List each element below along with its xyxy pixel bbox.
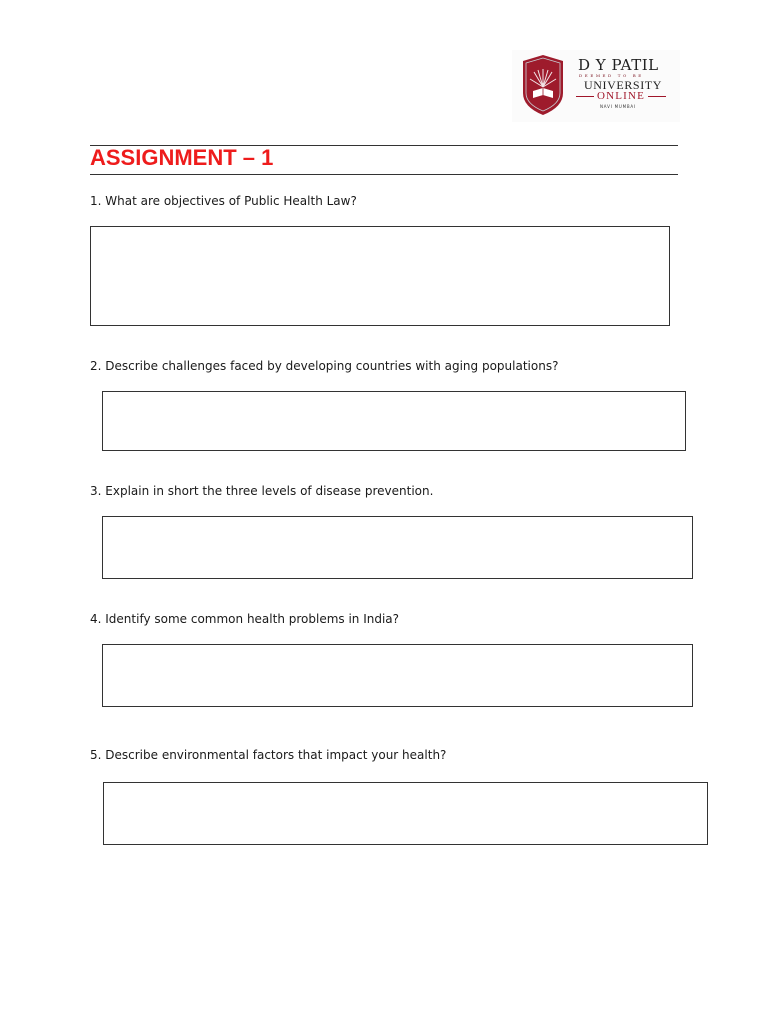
answer-box-2[interactable] bbox=[102, 391, 686, 451]
logo-online: ONLINE bbox=[596, 90, 646, 102]
crest-icon bbox=[521, 53, 565, 117]
logo-rule-right bbox=[648, 96, 666, 97]
logo-online-row bbox=[576, 90, 666, 102]
logo-deemed-text: DEEMED TO BE bbox=[579, 73, 644, 78]
answer-box-3[interactable] bbox=[102, 516, 693, 579]
question-4: 4. Identify some common health problems in India? bbox=[90, 612, 400, 626]
logo-university: UNIVERSITY bbox=[584, 78, 662, 92]
page-title: ASSIGNMENT – 1 bbox=[90, 145, 274, 170]
logo-city: NAVI MUMBAI bbox=[600, 104, 636, 109]
question-3: 3. Explain in short the three levels of disease prevention. bbox=[90, 484, 434, 498]
answer-box-1[interactable] bbox=[90, 226, 670, 326]
question-1: 1. What are objectives of Public Health Law? bbox=[90, 194, 357, 208]
title-rule-bottom bbox=[90, 174, 678, 175]
logo-name: D Y PATIL bbox=[578, 56, 659, 74]
answer-box-5[interactable] bbox=[103, 782, 708, 845]
question-2: 2. Describe challenges faced by developing countries with aging populations? bbox=[90, 359, 559, 373]
answer-box-4[interactable] bbox=[102, 644, 693, 707]
logo-rule-left bbox=[576, 96, 594, 97]
university-logo bbox=[512, 50, 680, 122]
question-5: 5. Describe environmental factors that impact your health? bbox=[90, 748, 447, 762]
